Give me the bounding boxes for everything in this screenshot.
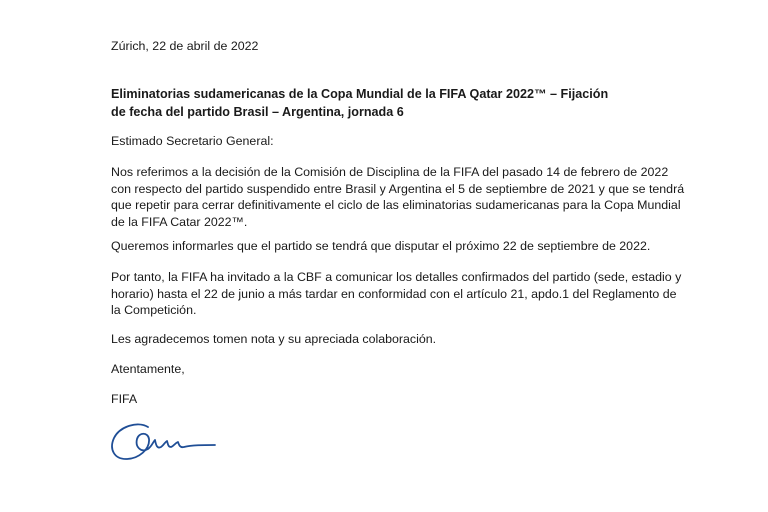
paragraph-2: Queremos informarles que el partido se tendrá que disputar el próximo 22 de septiembre de 2022. [111,239,651,253]
letter-subject [111,85,608,121]
paragraph-line: la Competición. [111,303,197,317]
signature-icon [108,418,218,468]
subject-line: Eliminatorias sudamericanas de la Copa Mundial de la FIFA Qatar 2022™ – Fijación [111,87,609,101]
paragraph-1 [111,164,684,230]
letter-date: Zúrich, 22 de abril de 2022 [111,39,259,53]
paragraph-4: Les agradecemos tomen nota y su apreciada colaboración. [111,332,437,346]
paragraph-line: con respecto del partido suspendido entre Brasil y Argentina el 5 de septiembre de 2021 y que se tendrá [111,181,685,196]
letter-closing: Atentamente, [111,362,185,376]
paragraph-line: de la FIFA Catar 2022™. [111,214,248,229]
paragraph-line: que repetir para cerrar definitivamente el ciclo de las eliminatorias sudamericanas para la Copa Mundial [111,198,681,212]
subject-line: de fecha del partido Brasil – Argentina, jornada 6 [111,105,404,119]
paragraph-line: horario) hasta el 22 de junio a más tardar en conformidad con el artículo 21, apdo.1 del Reglamento de [111,286,677,301]
letter-salutation: Estimado Secretario General: [111,134,274,148]
letter-sender: FIFA [111,392,138,406]
paragraph-line: Nos referimos a la decisión de la Comisión de Disciplina de la FIFA del pasado 14 de febrero de 2022 [111,165,669,179]
paragraph-line: Por tanto, la FIFA ha invitado a la CBF a comunicar los detalles confirmados del partido (sede, estadio y [111,270,682,284]
paragraph-3 [111,269,681,319]
